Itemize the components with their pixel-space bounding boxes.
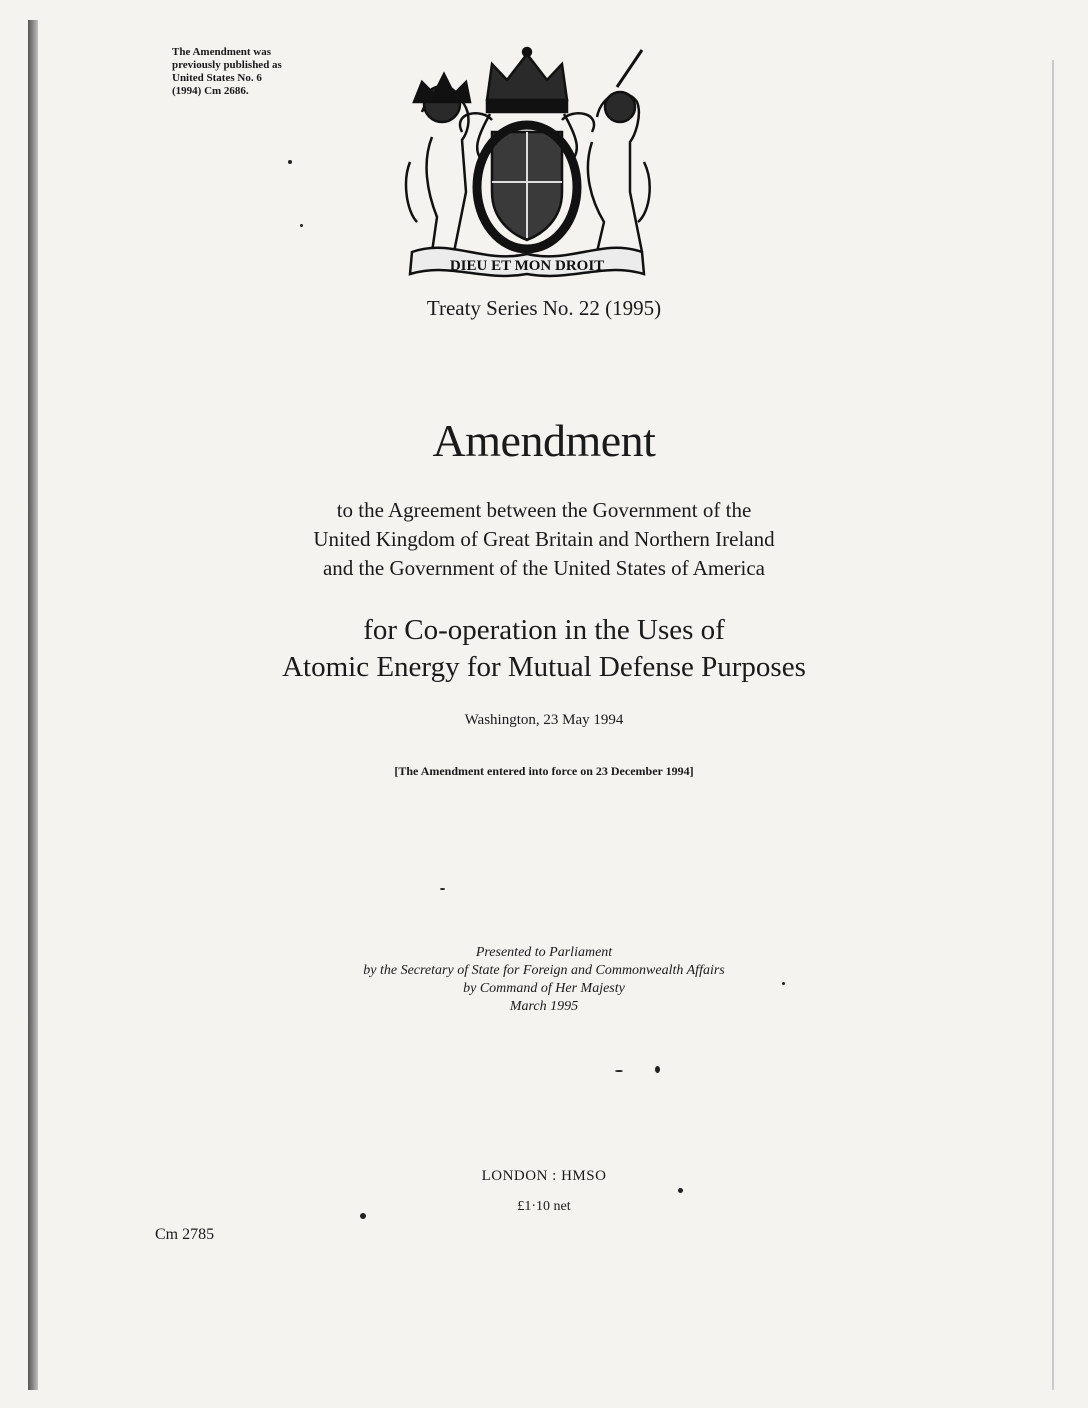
agreement-purpose	[0, 612, 1088, 686]
agreement-parties-line: United Kingdom of Great Britain and Northern Ireland	[313, 527, 775, 551]
publication-note-line: (1994) Cm 2686.	[172, 85, 249, 97]
presentation-line: Presented to Parliament	[475, 945, 613, 960]
publication-note-line: United States No. 6	[172, 72, 262, 84]
royal-coat-of-arms-icon	[392, 42, 662, 282]
scan-speck	[615, 1070, 623, 1072]
document-title: Amendment	[432, 415, 656, 466]
scan-speck	[300, 224, 303, 227]
agreement-parties	[0, 496, 1088, 583]
agreement-parties-line: to the Agreement between the Government of the	[336, 498, 752, 522]
publisher: LONDON : HMSO	[481, 1168, 607, 1184]
entry-into-force-note: [The Amendment entered into force on 23 December 1994]	[394, 764, 694, 778]
scan-speck	[440, 888, 445, 890]
agreement-parties-line: and the Government of the United States of America	[322, 556, 766, 580]
scan-speck	[678, 1188, 683, 1193]
presentation-line: by the Secretary of State for Foreign and Commonwealth Affairs	[363, 963, 725, 978]
crest-motto: DIEU ET MON DROIT	[449, 258, 605, 274]
scan-speck	[782, 982, 785, 985]
command-number: Cm 2785	[155, 1226, 215, 1243]
presentation-line: March 1995	[509, 999, 579, 1014]
scan-speck	[655, 1066, 660, 1073]
price: £1·10 net	[517, 1199, 571, 1214]
treaty-series-number: Treaty Series No. 22 (1995)	[426, 296, 662, 320]
presentation-line: by Command of Her Majesty	[463, 981, 625, 996]
publication-note-line: The Amendment was	[172, 46, 272, 58]
publication-note	[172, 46, 332, 98]
publication-note-line: previously published as	[172, 59, 282, 71]
agreement-purpose-line: Atomic Energy for Mutual Defense Purposes	[282, 651, 806, 683]
presentation-statement	[0, 944, 1088, 1016]
agreement-purpose-line: for Co-operation in the Uses of	[363, 614, 725, 646]
scan-speck	[288, 160, 292, 164]
scan-speck	[360, 1213, 366, 1219]
place-and-date: Washington, 23 May 1994	[464, 712, 624, 728]
